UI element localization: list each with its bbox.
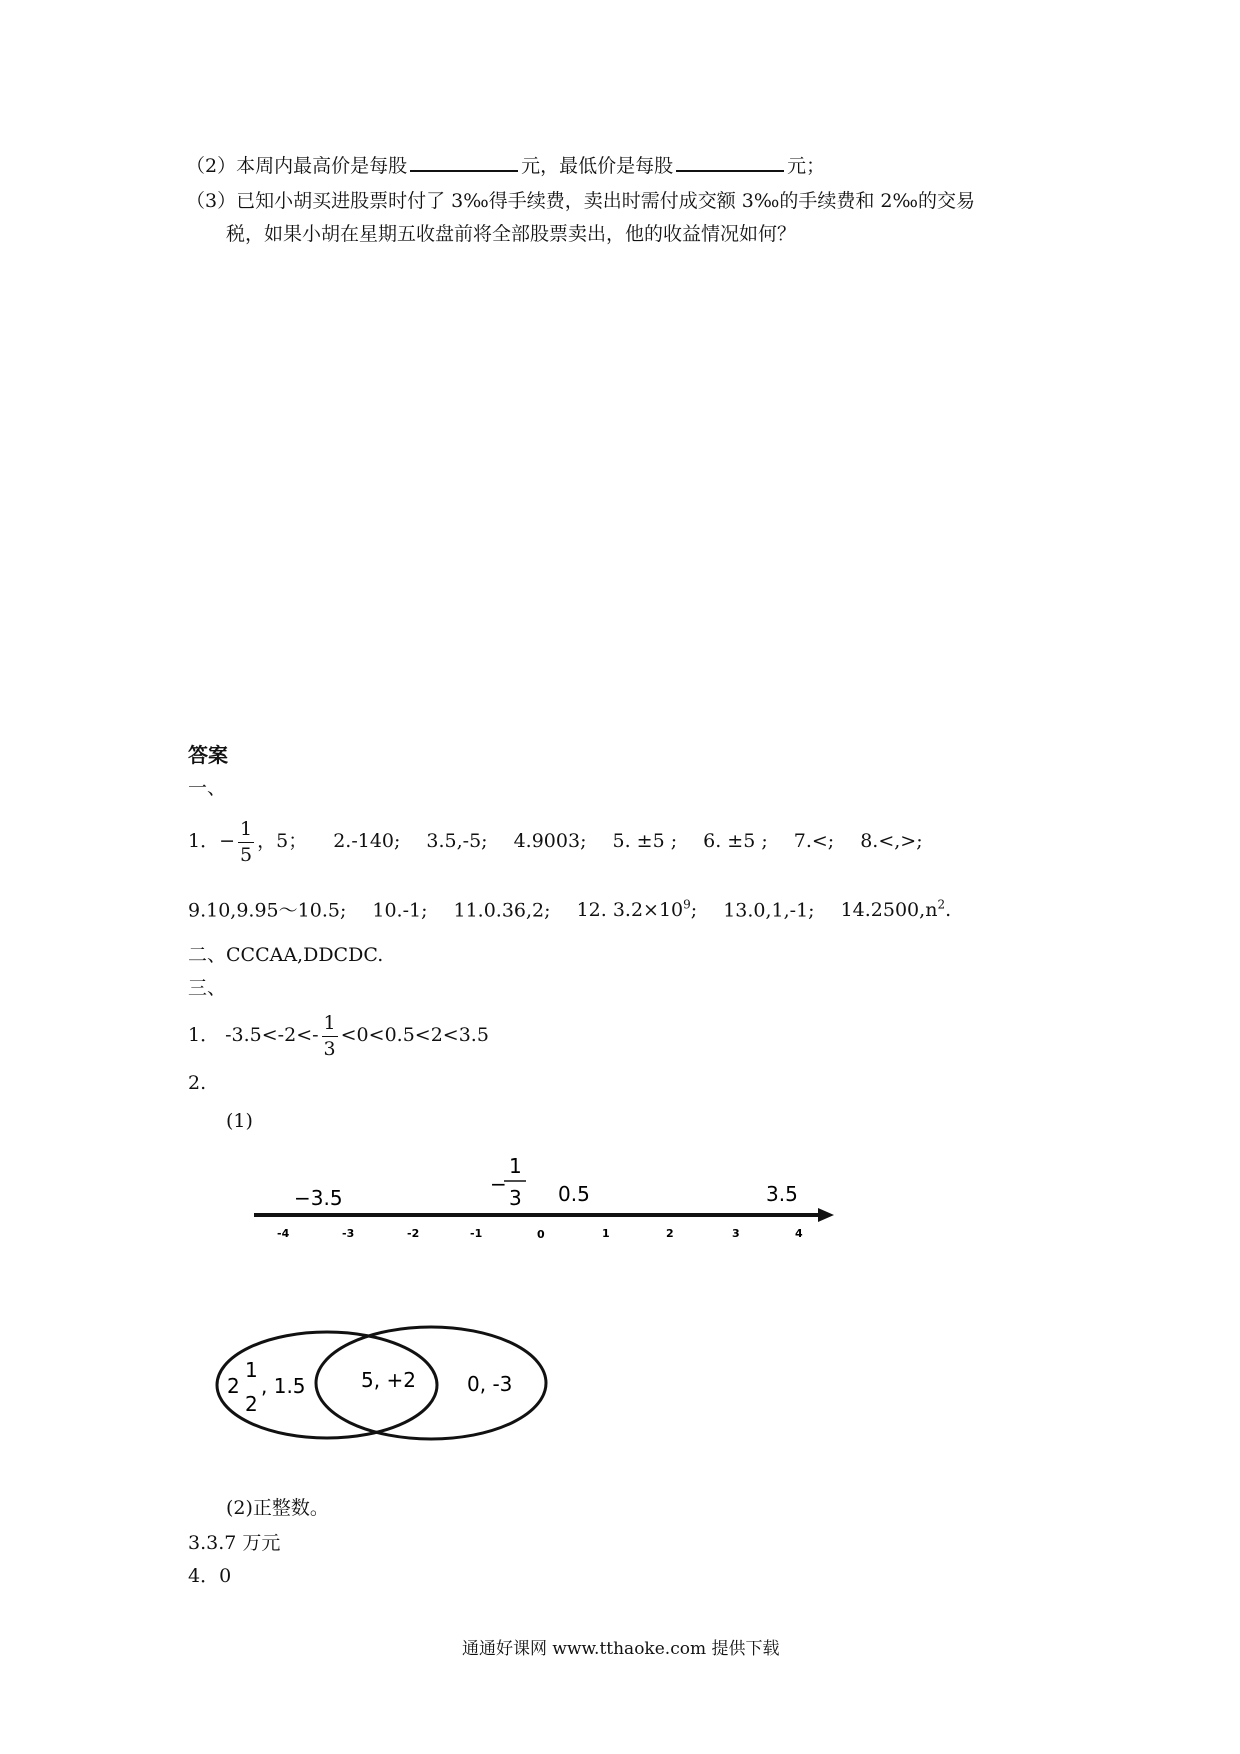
tick-neg-4: -4 (277, 1227, 290, 1240)
number-line-arrow (818, 1208, 834, 1222)
answer-8: 8.<,>; (860, 830, 923, 852)
tick-1: 1 (602, 1227, 610, 1240)
tick-neg-2: -2 (407, 1227, 420, 1240)
label-third-den: 3 (509, 1186, 522, 1210)
section-3-question-4: 4．0 (188, 1565, 232, 1587)
number-line-figure (250, 1145, 840, 1245)
label-3-5: 3.5 (766, 1182, 798, 1206)
answer-1-suffix: ，5； (257, 830, 308, 852)
answer-10: 10.-1; (372, 899, 428, 922)
answer-9: 9.10,9.95～10.5; (188, 899, 347, 922)
s3-q1-fraction (322, 1011, 338, 1060)
section-3-question-3: 3.3.7 万元 (188, 1532, 281, 1554)
tick-4: 4 (795, 1227, 803, 1240)
section-3-label: 三、 (188, 977, 227, 999)
fraction-denominator: 5 (240, 843, 253, 866)
tick-neg-1: -1 (470, 1227, 483, 1240)
venn-left-num: 1 (245, 1358, 258, 1382)
answer-1-sign: − (219, 830, 236, 852)
section-3-question-2-part-1: (1) (226, 1110, 253, 1132)
number-line-ticks (277, 1227, 803, 1241)
answer-1-prefix: 1． (188, 830, 220, 852)
section-1-label: 一、 (188, 777, 227, 799)
answer-blank-high (410, 152, 518, 172)
answer-11: 11.0.36,2; (453, 899, 551, 922)
section-2-answers: 二、CCCAA,DDCDC. (188, 944, 384, 966)
answer-13: 13.0,1,-1; (723, 899, 815, 922)
answer-4: 4.9003; (513, 830, 587, 852)
answer-row-1 (188, 818, 923, 865)
answer-row-2 (188, 892, 951, 923)
venn-left-rest: , 1.5 (261, 1374, 306, 1398)
q2-text-3: 元； (787, 155, 826, 177)
answer-6: 6. ±5 ; (703, 830, 768, 852)
tick-3: 3 (732, 1227, 740, 1240)
page-footer: 通通好课网 www.tthaoke.com 提供下载 (462, 1639, 780, 1659)
answer-12 (577, 899, 698, 921)
answer-12-base: 12. 3.2×10 (576, 899, 684, 922)
label-0-5: 0.5 (558, 1182, 590, 1206)
s3-q1-prefix: 1． -3.5<-2<- (188, 1024, 319, 1046)
answer-14-base: 14.2500,n (840, 899, 938, 922)
tick-neg-3: -3 (342, 1227, 355, 1240)
section-3-question-2-part-2: (2)正整数。 (226, 1497, 329, 1519)
answers-title: 答案 (188, 743, 228, 767)
q2-text-2: 元，最低价是每股 (521, 155, 674, 177)
answer-7: 7.<; (793, 830, 835, 852)
answer-14-suffix: . (945, 899, 952, 922)
fraction-numerator: 1 (322, 1014, 338, 1037)
question-3-line-2: 税，如果小胡在星期五收盘前将全部股票卖出，他的收益情况如何？ (226, 223, 797, 245)
question-3-line-1: （3）已知小胡买进股票时付了 3‰得手续费，卖出时需付成交额 3‰的手续费和 2‰的交易 (186, 190, 975, 212)
section-3-question-2: 2. (188, 1072, 207, 1094)
answer-blank-low (676, 152, 784, 172)
tick-2: 2 (666, 1227, 674, 1240)
answer-14-exponent: 2 (937, 898, 946, 912)
question-2 (186, 152, 825, 179)
fraction-numerator: 1 (238, 820, 254, 843)
venn-middle: 5, +2 (361, 1368, 416, 1392)
section-3-question-1 (188, 1012, 489, 1059)
tick-0: 0 (537, 1228, 545, 1241)
venn-left-whole: 2 (227, 1374, 240, 1398)
answer-12-suffix: ; (690, 899, 698, 922)
label-third-num: 1 (509, 1154, 522, 1178)
answer-5: 5. ±5 ; (612, 830, 678, 852)
answer-1-fraction (238, 817, 254, 866)
label-neg-3-5: −3.5 (294, 1186, 343, 1210)
venn-diagram (205, 1325, 565, 1455)
answer-12-exponent: 9 (683, 898, 691, 912)
venn-left-den: 2 (245, 1392, 258, 1416)
q2-text-1: （2）本周内最高价是每股 (186, 155, 408, 177)
s3-q1-suffix: <0<0.5<2<3.5 (340, 1024, 489, 1046)
answer-3: 3.5,-5; (426, 830, 488, 852)
answer-2: 2.-140; (333, 830, 401, 852)
venn-right: 0, -3 (467, 1372, 513, 1396)
answer-14 (841, 899, 952, 921)
fraction-denominator: 3 (323, 1037, 336, 1060)
label-neg-sign: − (490, 1172, 507, 1196)
